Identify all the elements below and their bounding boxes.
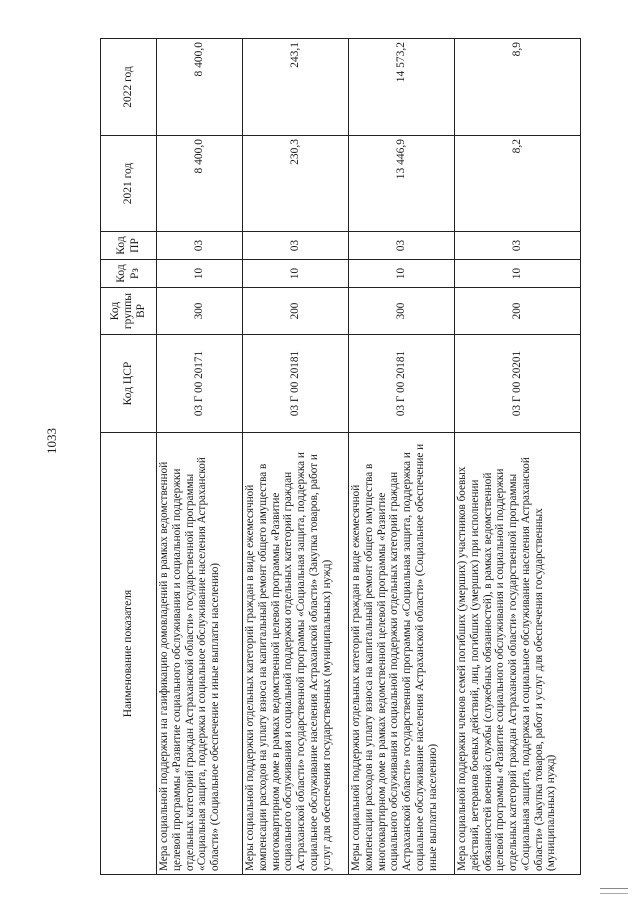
row-pr: 03 bbox=[349, 232, 455, 260]
row-vr: 300 bbox=[349, 288, 455, 335]
row-pr: 03 bbox=[157, 232, 243, 260]
table-row bbox=[455, 39, 581, 875]
row-rz: 10 bbox=[349, 260, 455, 288]
table-row bbox=[157, 39, 243, 875]
header-vr: Код группы ВР bbox=[101, 288, 157, 335]
row-csr: 03 Г 00 20181 bbox=[243, 335, 349, 433]
header-2022: 2022 год bbox=[101, 39, 157, 136]
budget-table bbox=[100, 38, 581, 875]
table-row bbox=[243, 39, 349, 875]
page-number: 1033 bbox=[44, 428, 59, 454]
header-csr: Код ЦСР bbox=[101, 335, 157, 433]
row-2022: 8 400,0 bbox=[157, 39, 243, 136]
row-name: Мера социальной поддержки на газификацию домовладений в рамках ведомственной целевой программы «Развитие социального обслуживания и социальной поддержки отдельных категорий граждан Астраханской области» государственной программы «Социальная защита, поддержка и социальное обслуживание населения Астраханской области» (Социальное обеспечение и иные выплаты населению) bbox=[157, 433, 243, 875]
row-vr: 200 bbox=[455, 288, 581, 335]
row-2021: 13 446,9 bbox=[349, 136, 455, 232]
row-name: Меры социальной поддержки отдельных категорий граждан в виде ежемесячной компенсации расходов на уплату взноса на капитальный ремонт общего имущества в многоквартирном доме в рамках ведомственной целевой программы «Развитие социального обслуживания и социальной поддержки отдельных категорий граждан Астраханской области» государственной программы «Социальная защита, поддержка и социальное обслуживание населения Астраханской области» (Социальное обеспечение и иные выплаты населению) bbox=[349, 433, 455, 875]
row-vr: 300 bbox=[157, 288, 243, 335]
row-2021: 230,3 bbox=[243, 136, 349, 232]
table-row bbox=[349, 39, 455, 875]
table-header-row bbox=[101, 39, 157, 875]
row-2022: 8,9 bbox=[455, 39, 581, 136]
row-csr: 03 Г 00 20171 bbox=[157, 335, 243, 433]
row-rz: 10 bbox=[243, 260, 349, 288]
row-rz: 10 bbox=[455, 260, 581, 288]
row-2022: 14 573,2 bbox=[349, 39, 455, 136]
row-csr: 03 Г 00 20201 bbox=[455, 335, 581, 433]
header-name: Наименование показателя bbox=[101, 433, 157, 875]
row-pr: 03 bbox=[243, 232, 349, 260]
row-csr: 03 Г 00 20181 bbox=[349, 335, 455, 433]
header-pr: Код ПР bbox=[101, 232, 157, 260]
header-rz: Код Рз bbox=[101, 260, 157, 288]
row-vr: 200 bbox=[243, 288, 349, 335]
row-2022: 243,1 bbox=[243, 39, 349, 136]
rotated-table-container bbox=[100, 39, 558, 875]
header-2021: 2021 год bbox=[101, 136, 157, 232]
row-pr: 03 bbox=[455, 232, 581, 260]
corner-scan-mark bbox=[600, 888, 628, 894]
row-name: Мера социальной поддержки членов семей погибших (умерших) участников боевых действий, ветеранов боевых действий, лиц, погибших (умерших) при исполнении обязанностей военной службы (служебных обязанностей), в рамках ведомственной целевой программы «Развитие социального обслуживания и социальной поддержки отдельных категорий граждан Астраханской области» государственной программы «Социальная защита, поддержка и социальное обслуживание населения Астраханской области» (Закупка товаров, работ и услуг для обеспечения государственных (муниципальных) нужд) bbox=[455, 433, 581, 875]
row-2021: 8,2 bbox=[455, 136, 581, 232]
row-name: Меры социальной поддержки отдельных категорий граждан в виде ежемесячной компенсации расходов на уплату взноса на капитальный ремонт общего имущества в многоквартирном доме в рамках ведомственной целевой программы «Развитие социального обслуживания и социальной поддержки отдельных категорий граждан Астраханской области» государственной программы «Социальная защита, поддержка и социальное обслуживание населения Астраханской области» (Закупка товаров, работ и услуг для обеспечения государственных (муниципальных) нужд) bbox=[243, 433, 349, 875]
row-rz: 10 bbox=[157, 260, 243, 288]
row-2021: 8 400,0 bbox=[157, 136, 243, 232]
